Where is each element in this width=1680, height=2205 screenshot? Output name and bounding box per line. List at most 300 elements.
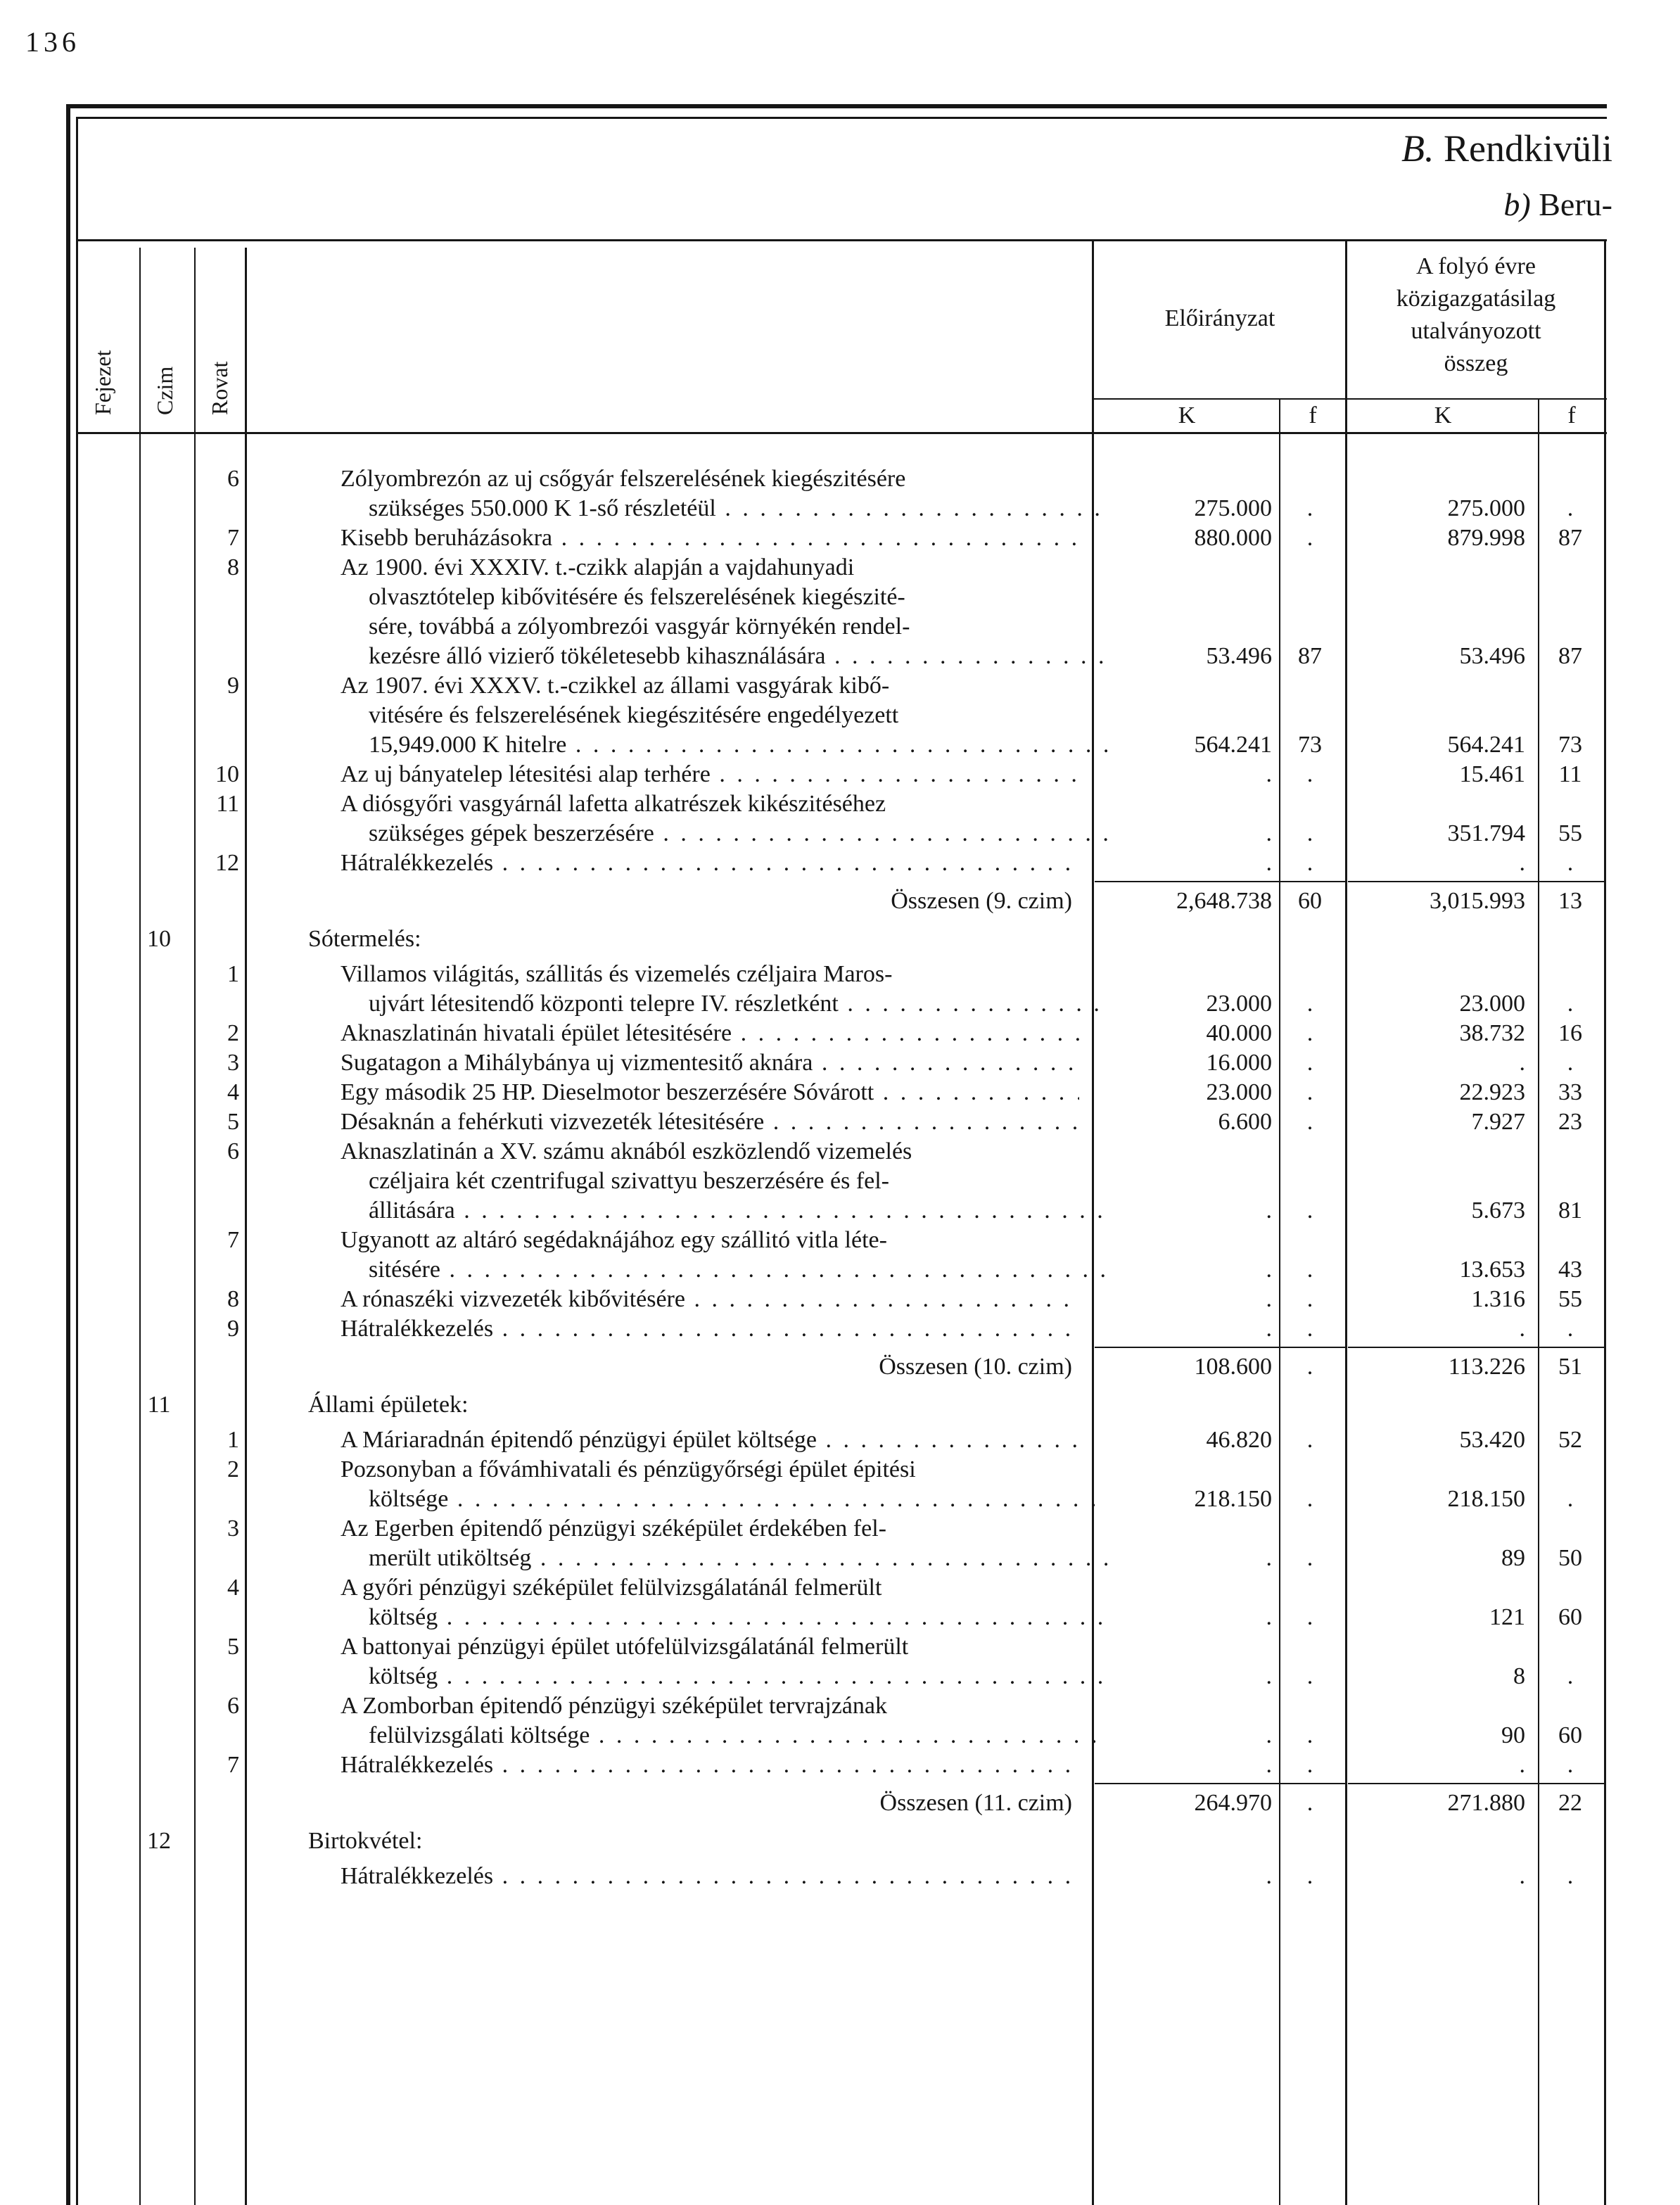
description-cell: [369, 1485, 1107, 1514]
utalvanyozott-f: 55: [1558, 1286, 1582, 1312]
item-description: Pozsonyban a fővámhivatali és pénzügyőrségi épület épitési: [341, 1456, 916, 1482]
page-number: 136: [25, 26, 80, 58]
item-description: Hátralékkezelés: [341, 850, 494, 876]
item-description: Hátralékkezelés: [341, 1752, 494, 1778]
eloiranyzat-f: .: [1306, 1663, 1313, 1689]
section-row: [0, 924, 1680, 954]
item-description: szükséges gépek beszerzésére: [369, 820, 654, 846]
utalvanyozott-f: .: [1567, 1752, 1574, 1778]
eloiranyzat-f: .: [1306, 1486, 1313, 1512]
rovat-number: 3: [227, 1515, 239, 1542]
eloiranyzat-f: .: [1306, 1079, 1313, 1105]
eloiranyzat-f: .: [1306, 525, 1313, 551]
utalvanyozott-f: .: [1567, 850, 1574, 876]
item-description: czéljaira két czentrifugal szivattyu beszerzésére és fel-: [369, 1168, 889, 1194]
unit-ek: K: [1178, 402, 1196, 428]
utalvanyozott-k: 564.241: [1447, 732, 1525, 758]
rovat-number: 5: [227, 1634, 239, 1660]
utalvanyozott-k: 89: [1501, 1545, 1525, 1571]
eloiranyzat-f: .: [1306, 1545, 1313, 1571]
description-cell: [369, 612, 1107, 642]
utal-line-2: közigazgatásilag: [1396, 286, 1556, 312]
description-cell: [341, 1314, 1079, 1344]
utalvanyozott-k: 218.150: [1447, 1486, 1525, 1512]
item-description: Hátralékkezelés: [341, 1316, 494, 1342]
item-description: Az 1907. évi XXXV. t.-czikkel az állami vasgyárak kibő-: [341, 673, 890, 699]
table-row: [0, 849, 1680, 878]
table-row: [0, 1167, 1680, 1196]
description-cell: [369, 1721, 1107, 1750]
utalvanyozott-k: 275.000: [1447, 495, 1525, 521]
utalvanyozott-f: 51: [1558, 1354, 1582, 1380]
eloiranyzat-f: .: [1306, 1020, 1313, 1046]
eloiranyzat-k: .: [1266, 820, 1272, 846]
item-description: költség: [369, 1663, 438, 1689]
unit-uf: f: [1567, 402, 1576, 428]
description-cell: [341, 1750, 1079, 1780]
rovat-number: 8: [227, 554, 239, 580]
section-title: Birtokvétel:: [308, 1828, 423, 1854]
item-description: Az uj bányatelep létesitési alap terhére: [341, 761, 711, 787]
table-row: [0, 583, 1680, 612]
description-cell: [341, 671, 1079, 701]
utalvanyozott-f: .: [1567, 1316, 1574, 1342]
eloiranyzat-k: 23.000: [1206, 1079, 1272, 1105]
utalvanyozott-f: .: [1567, 1663, 1574, 1689]
table-row: [0, 494, 1680, 523]
rovat-number: 6: [227, 1693, 239, 1719]
eloiranyzat-k: 46.820: [1206, 1427, 1272, 1453]
item-description: Sugatagon a Mihálybánya uj vizmentesitő aknára: [341, 1050, 813, 1076]
eloiranyzat-k: .: [1266, 1316, 1272, 1342]
header-top-rule: [76, 239, 1607, 241]
rovat-number: 4: [227, 1575, 239, 1601]
description-cell: [369, 494, 1107, 523]
utalvanyozott-k: 879.998: [1447, 525, 1525, 551]
utalvanyozott-f: 60: [1558, 1604, 1582, 1630]
utalvanyozott-f: 33: [1558, 1079, 1582, 1105]
utalvanyozott-f: .: [1567, 991, 1574, 1017]
eloiranyzat-k: 218.150: [1194, 1486, 1272, 1512]
col-header-rovat: Rovat: [207, 361, 232, 415]
utalvanyozott-k: .: [1519, 850, 1525, 876]
rovat-number: 3: [227, 1050, 239, 1076]
section-row: [0, 1826, 1680, 1856]
item-description: Aknaszlatinán hivatali épület létesitésére: [341, 1020, 732, 1046]
eloiranyzat-k: 23.000: [1206, 991, 1272, 1017]
utalvanyozott-k: 38.732: [1459, 1020, 1525, 1046]
description-cell: [341, 1137, 1079, 1167]
utalvanyozott-k: 271.880: [1447, 1790, 1525, 1816]
eloiranyzat-f: .: [1306, 1863, 1313, 1889]
utalvanyozott-k: 5.673: [1471, 1197, 1525, 1224]
rovat-number: 11: [216, 791, 239, 817]
table-row: [0, 1314, 1680, 1344]
eloiranyzat-k: .: [1266, 1663, 1272, 1689]
table-row: [0, 612, 1680, 642]
eloiranyzat-f: .: [1306, 1050, 1313, 1076]
unit-uk: K: [1434, 402, 1452, 428]
section-title: Állami épületek:: [308, 1392, 469, 1418]
eloiranyzat-f: .: [1306, 1604, 1313, 1630]
table-row: [0, 1485, 1680, 1514]
rovat-number: 9: [227, 673, 239, 699]
rovat-number: 1: [227, 1427, 239, 1453]
utalvanyozott-k: 113.226: [1448, 1354, 1525, 1380]
description-cell: [369, 1196, 1107, 1226]
item-description: A Zomborban épitendő pénzügyi széképület tervrajzának: [341, 1693, 887, 1719]
description-cell: [341, 1107, 1079, 1137]
table-row: [0, 1226, 1680, 1255]
table-row: [0, 760, 1680, 789]
utalvanyozott-f: .: [1567, 495, 1574, 521]
rovat-number: 7: [227, 525, 239, 551]
utalvanyozott-f: .: [1567, 1863, 1574, 1889]
col-header-utalvanyozott: [1348, 250, 1604, 380]
eloiranyzat-f: .: [1306, 1790, 1313, 1816]
utalvanyozott-f: 55: [1558, 820, 1582, 846]
eloiranyzat-k: 108.600: [1194, 1354, 1272, 1380]
czim-number: 10: [147, 926, 171, 952]
utalvanyozott-k: .: [1519, 1752, 1525, 1778]
eloiranyzat-f: 87: [1298, 643, 1322, 669]
table-row: [0, 1255, 1680, 1285]
table-row: [0, 1078, 1680, 1107]
utalvanyozott-k: 351.794: [1447, 820, 1525, 846]
table-row: [0, 1544, 1680, 1573]
utalvanyozott-f: 23: [1558, 1109, 1582, 1135]
utalvanyozott-k: 8: [1513, 1663, 1525, 1689]
col-header-eloiranyzat: Előirányzat: [1164, 305, 1275, 331]
item-description: Désaknán a fehérkuti vizvezeték létesitésére: [341, 1109, 765, 1135]
table-row: [0, 819, 1680, 849]
description-cell: [341, 553, 1079, 583]
item-description: állitására: [369, 1197, 455, 1224]
eloiranyzat-f: 60: [1298, 888, 1322, 914]
utalvanyozott-f: 87: [1558, 643, 1582, 669]
czim-number: 11: [147, 1392, 171, 1418]
sum-rule: [1280, 1347, 1345, 1348]
eloiranyzat-k: .: [1266, 1752, 1272, 1778]
utalvanyozott-k: 121: [1489, 1604, 1525, 1630]
table-row: [0, 989, 1680, 1019]
utalvanyozott-f: .: [1567, 1050, 1574, 1076]
description-cell: [369, 642, 1107, 671]
utalvanyozott-k: 90: [1501, 1722, 1525, 1748]
utalvanyozott-f: 43: [1558, 1257, 1582, 1283]
sum-rule: [1095, 1783, 1279, 1784]
sum-rule: [1095, 1347, 1279, 1348]
table-row: [0, 671, 1680, 701]
item-description: A Máriaradnán épitendő pénzügyi épület költsége: [341, 1427, 817, 1453]
item-description: sére, továbbá a zólyombrezói vasgyár környékén rendel-: [369, 614, 910, 640]
description-cell: [369, 1544, 1107, 1573]
item-description: Az 1900. évi XXXIV. t.-czikk alapján a vajdahunyadi: [341, 554, 855, 580]
eloiranyzat-f: .: [1306, 1752, 1313, 1778]
description-cell: [369, 701, 1107, 730]
item-description: Ugyanott az altáró segédaknájához egy szállitó vitla léte-: [341, 1227, 887, 1253]
eloiranyzat-f: .: [1306, 1197, 1313, 1224]
sum-rule: [1280, 1783, 1345, 1784]
item-description: ujvárt létesitendő központi telepre IV. részletként: [369, 991, 839, 1017]
utalvanyozott-f: 16: [1558, 1020, 1582, 1046]
czim-number: 12: [147, 1828, 171, 1854]
rovat-number: 8: [227, 1286, 239, 1312]
description-cell: [369, 730, 1107, 760]
eloiranyzat-f: .: [1306, 495, 1313, 521]
section-title: Sótermelés:: [308, 926, 421, 952]
eloiranyzat-k: 53.496: [1206, 643, 1272, 669]
unit-ef: f: [1309, 402, 1317, 428]
table-row: [0, 1750, 1680, 1780]
utalvanyozott-f: 87: [1558, 525, 1582, 551]
description-cell: [369, 1603, 1107, 1632]
total-row: [0, 1352, 1680, 1382]
table-row: [0, 1603, 1680, 1632]
heading-title: Rendkivüli: [1444, 127, 1612, 170]
item-description: A győri pénzügyi széképület felülvizsgálatánál felmerült: [341, 1575, 882, 1601]
sum-rule: [1095, 881, 1279, 882]
rovat-number: 2: [227, 1020, 239, 1046]
sum-rule: [1280, 881, 1345, 882]
item-description: Villamos világitás, szállitás és vizemelés czéljaira Maros-: [341, 961, 893, 987]
eloiranyzat-f: .: [1306, 1257, 1313, 1283]
table-row: [0, 523, 1680, 553]
utal-line-4: összeg: [1444, 350, 1508, 376]
table-row: [0, 701, 1680, 730]
utalvanyozott-f: 81: [1558, 1197, 1582, 1224]
total-row: [0, 887, 1680, 916]
sum-rule: [1539, 1783, 1604, 1784]
utalvanyozott-f: 11: [1558, 761, 1582, 787]
description-cell: [341, 1514, 1079, 1544]
table-row: [0, 1514, 1680, 1544]
table-row: [0, 1662, 1680, 1691]
eloiranyzat-f: .: [1306, 1316, 1313, 1342]
eloiranyzat-f: 73: [1298, 732, 1322, 758]
utalvanyozott-f: 52: [1558, 1427, 1582, 1453]
subheading-letter: b): [1503, 186, 1531, 222]
table-row: [0, 1455, 1680, 1485]
description-cell: [341, 1691, 1079, 1721]
description-cell: [341, 1019, 1079, 1048]
description-cell: [341, 960, 1079, 989]
eloiranyzat-k: .: [1266, 850, 1272, 876]
utalvanyozott-k: 7.927: [1471, 1109, 1525, 1135]
utalvanyozott-f: .: [1567, 1486, 1574, 1512]
utal-line-3: utalványozott: [1411, 318, 1541, 344]
rovat-number: 6: [227, 1138, 239, 1164]
subheading-title: Beru-: [1539, 186, 1612, 222]
item-description: A diósgyőri vasgyárnál lafetta alkatrészek kikészitéséhez: [341, 791, 886, 817]
utalvanyozott-k: 53.496: [1459, 643, 1525, 669]
utalvanyozott-k: 22.923: [1459, 1079, 1525, 1105]
item-description: felülvizsgálati költsége: [369, 1722, 590, 1748]
eloiranyzat-f: .: [1306, 1427, 1313, 1453]
total-row: [0, 1788, 1680, 1818]
rovat-number: 9: [227, 1316, 239, 1342]
table-row: [0, 789, 1680, 819]
total-label: Összesen (10. czim): [879, 1354, 1072, 1380]
description-cell: [341, 523, 1079, 553]
description-cell: [341, 760, 1079, 789]
description-cell: [341, 1048, 1079, 1078]
table-row: [0, 1196, 1680, 1226]
utalvanyozott-k: 53.420: [1459, 1427, 1525, 1453]
item-description: sitésére: [369, 1257, 440, 1283]
utalvanyozott-k: 3,015.993: [1430, 888, 1525, 914]
eloiranyzat-k: 16.000: [1206, 1050, 1272, 1076]
header-bottom-rule: [76, 432, 1607, 434]
description-cell: [341, 849, 1079, 878]
sub-heading: [1503, 186, 1612, 223]
utalvanyozott-f: 60: [1558, 1722, 1582, 1748]
item-description: A battonyai pénzügyi épület utófelülvizsgálatánál felmerült: [341, 1634, 909, 1660]
table-row: [0, 1862, 1680, 1891]
item-description: olvasztótelep kibővitésére és felszerelésének kiegészité-: [369, 584, 905, 610]
description-cell: [341, 1862, 1079, 1891]
sum-rule: [1348, 1783, 1538, 1784]
utalvanyozott-f: 13: [1558, 888, 1582, 914]
sum-rule: [1539, 1347, 1604, 1348]
utalvanyozott-k: .: [1519, 1316, 1525, 1342]
table-row: [0, 464, 1680, 494]
utalvanyozott-k: 15.461: [1459, 761, 1525, 787]
item-description: Az Egerben épitendő pénzügyi széképület érdekében fel-: [341, 1515, 886, 1542]
description-cell: [341, 789, 1079, 819]
eloiranyzat-f: .: [1306, 1286, 1313, 1312]
top-rule-thick: [66, 104, 1607, 108]
description-cell: [341, 1078, 1079, 1107]
item-description: költsége: [369, 1486, 449, 1512]
eloiranyzat-k: 2,648.738: [1176, 888, 1272, 914]
eloiranyzat-k: 275.000: [1194, 495, 1272, 521]
table-row: [0, 730, 1680, 760]
description-cell: [369, 819, 1107, 849]
top-rule-thin: [76, 117, 1607, 119]
rovat-number: 1: [227, 961, 239, 987]
item-description: Aknaszlatinán a XV. számu aknából eszközlendő vizemelés: [341, 1138, 912, 1164]
eloiranyzat-f: .: [1306, 1354, 1313, 1380]
eloiranyzat-k: 6.600: [1218, 1109, 1272, 1135]
description-cell: [369, 989, 1107, 1019]
item-description: 15,949.000 K hitelre: [369, 732, 567, 758]
table-row: [0, 1573, 1680, 1603]
description-cell: [369, 1255, 1107, 1285]
heading-letter: B.: [1401, 127, 1434, 170]
utalvanyozott-k: 23.000: [1459, 991, 1525, 1017]
table-row: [0, 1721, 1680, 1750]
utalvanyozott-k: .: [1519, 1863, 1525, 1889]
total-label: Összesen (9. czim): [891, 888, 1072, 914]
item-description: szükséges 550.000 K 1-ső részletéül: [369, 495, 716, 521]
total-label: Összesen (11. czim): [879, 1790, 1072, 1816]
table-row: [0, 1425, 1680, 1455]
utal-line-1: A folyó évre: [1416, 253, 1536, 279]
description-cell: [341, 1632, 1079, 1662]
col-header-czim: Czim: [152, 366, 177, 415]
description-cell: [341, 1455, 1079, 1485]
section-heading: [1401, 127, 1612, 170]
eloiranyzat-k: .: [1266, 1863, 1272, 1889]
sum-rule: [1348, 881, 1538, 882]
table-row: [0, 642, 1680, 671]
table-row: [0, 1137, 1680, 1167]
sum-rule: [1539, 881, 1604, 882]
rovat-number: 7: [227, 1227, 239, 1253]
unit-rule: [1092, 398, 1607, 400]
rovat-number: 7: [227, 1752, 239, 1778]
section-row: [0, 1390, 1680, 1420]
utalvanyozott-k: .: [1519, 1050, 1525, 1076]
eloiranyzat-k: .: [1266, 1197, 1272, 1224]
sum-rule: [1348, 1347, 1538, 1348]
eloiranyzat-k: 564.241: [1194, 732, 1272, 758]
item-description: Hátralékkezelés: [341, 1863, 494, 1889]
eloiranyzat-k: .: [1266, 1604, 1272, 1630]
table-row: [0, 1107, 1680, 1137]
rovat-number: 12: [215, 850, 239, 876]
eloiranyzat-f: .: [1306, 1109, 1313, 1135]
eloiranyzat-k: 264.970: [1194, 1790, 1272, 1816]
item-description: Egy második 25 HP. Dieselmotor beszerzésére Sóvárott: [341, 1079, 874, 1105]
description-cell: [369, 1167, 1107, 1196]
item-description: kezésre álló vizierő tökéletesebb kihasználására: [369, 643, 826, 669]
eloiranyzat-f: .: [1306, 761, 1313, 787]
rovat-number: 10: [215, 761, 239, 787]
eloiranyzat-k: 40.000: [1206, 1020, 1272, 1046]
rovat-number: 4: [227, 1079, 239, 1105]
rovat-number: 2: [227, 1456, 239, 1482]
description-cell: [341, 1425, 1079, 1455]
eloiranyzat-k: .: [1266, 761, 1272, 787]
eloiranyzat-f: .: [1306, 991, 1313, 1017]
eloiranyzat-k: .: [1266, 1257, 1272, 1283]
description-cell: [341, 1285, 1079, 1314]
eloiranyzat-k: .: [1266, 1286, 1272, 1312]
table-row: [0, 1632, 1680, 1662]
table-row: [0, 1285, 1680, 1314]
item-description: Kisebb beruházásokra: [341, 525, 553, 551]
item-description: költség: [369, 1604, 438, 1630]
utalvanyozott-k: 13.653: [1459, 1257, 1525, 1283]
item-description: merült utiköltség: [369, 1545, 532, 1571]
table-row: [0, 960, 1680, 989]
item-description: Zólyombrezón az uj csőgyár felszerelésének kiegészitésére: [341, 466, 906, 492]
description-cell: [341, 1573, 1079, 1603]
description-cell: [341, 464, 1079, 494]
description-cell: [369, 583, 1107, 612]
table-row: [0, 553, 1680, 583]
eloiranyzat-k: .: [1266, 1545, 1272, 1571]
utalvanyozott-k: 1.316: [1471, 1286, 1525, 1312]
eloiranyzat-k: .: [1266, 1722, 1272, 1748]
utalvanyozott-f: 50: [1558, 1545, 1582, 1571]
rovat-number: 5: [227, 1109, 239, 1135]
rovat-number: 6: [227, 466, 239, 492]
eloiranyzat-k: 880.000: [1194, 525, 1272, 551]
eloiranyzat-f: .: [1306, 850, 1313, 876]
table-row: [0, 1048, 1680, 1078]
eloiranyzat-f: .: [1306, 1722, 1313, 1748]
description-cell: [369, 1662, 1107, 1691]
col-header-fejezet: Fejezet: [90, 350, 115, 415]
eloiranyzat-f: .: [1306, 820, 1313, 846]
item-description: vitésére és felszerelésének kiegészitésére engedélyezett: [369, 702, 899, 728]
utalvanyozott-f: 73: [1558, 732, 1582, 758]
table-row: [0, 1019, 1680, 1048]
table-row: [0, 1691, 1680, 1721]
